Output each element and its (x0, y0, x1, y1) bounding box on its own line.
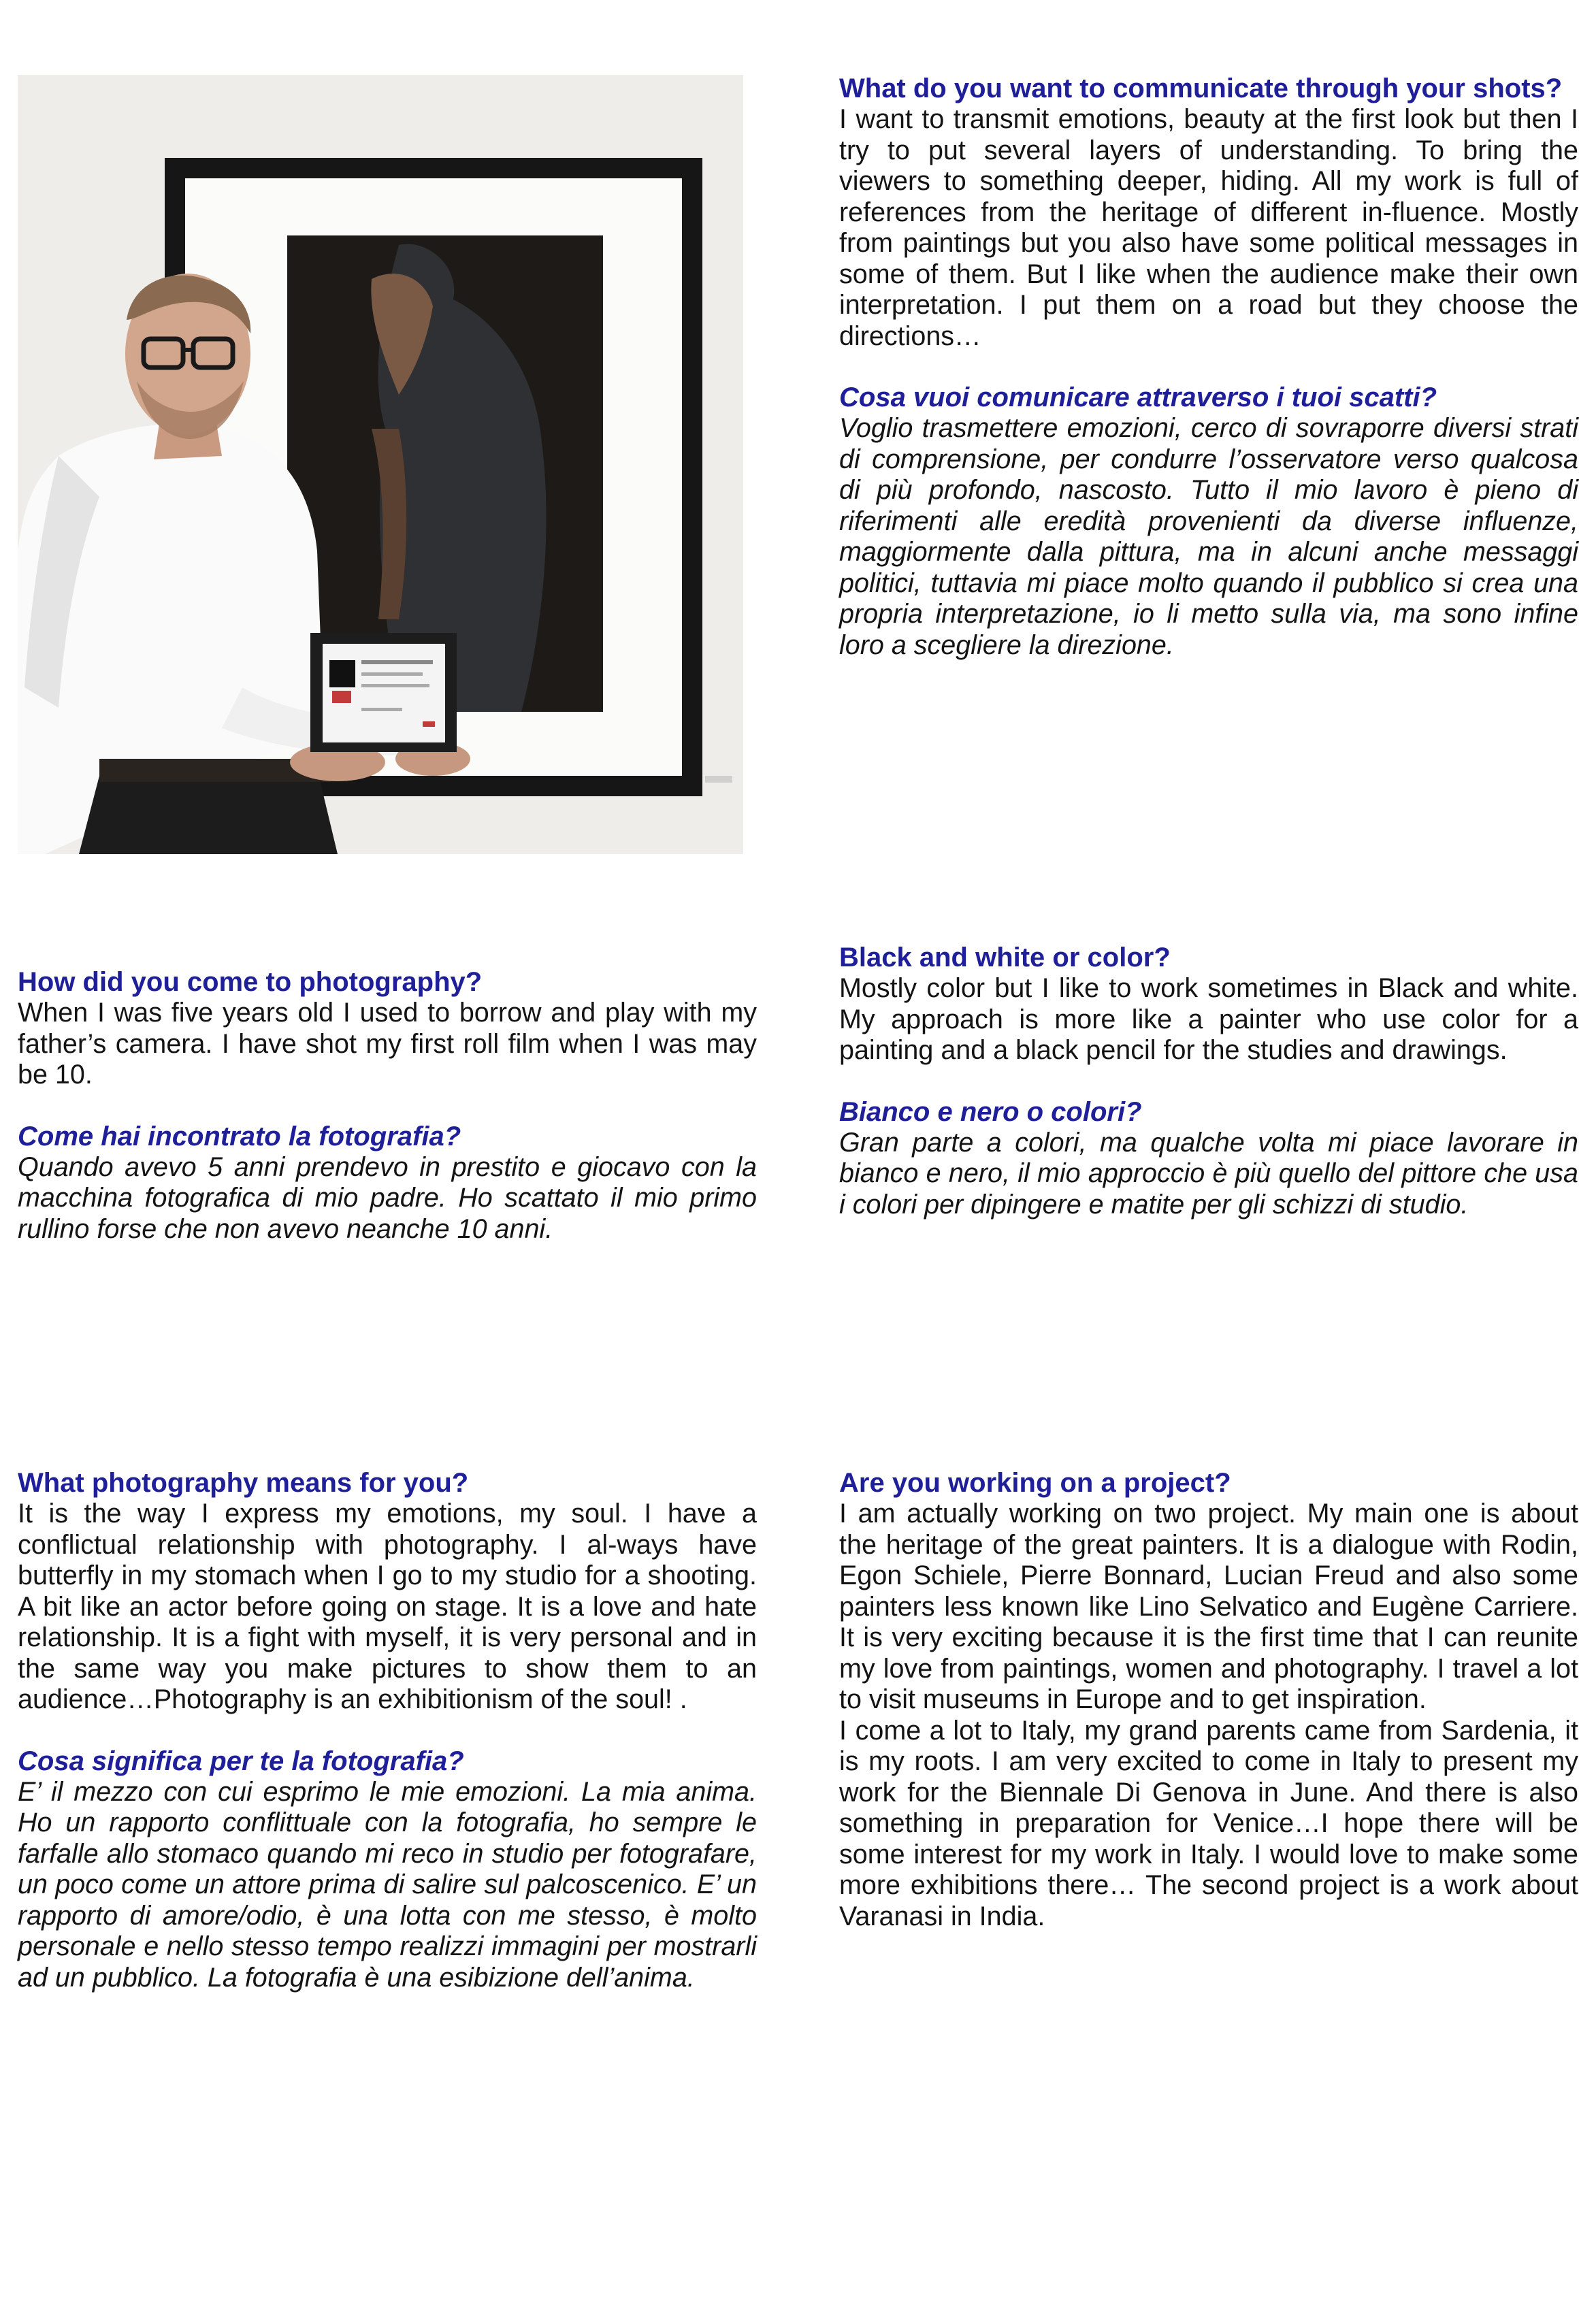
answer-means-en: It is the way I express my emotions, my soul. I have a conflictual relationship with photography. I al-ways have butterfly in my stomach when I go to my studio for a shooting. A bit like an actor before going on stage. It is a love and hate relationship. It is a fight with myself, it is very personal and in the same way you make pictures to show them to an audience…Photography is an exhibitionism of the soul! . (18, 1499, 757, 1714)
question-bw-color-en: Black and white or color? (839, 943, 1171, 972)
answer-how-came-it: Quando avevo 5 anni prendevo in prestito e giocavo con la macchina fotografica di mio padre. Ho scattato il mio primo rullino forse che non avevo neanche 10 anni. (18, 1151, 757, 1244)
answer-bw-color-it: Gran parte a colori, ma qualche volta mi piace lavorare in bianco e nero, il mio approccio è più quello del pittore che usa i colori per dipingere e matite per gli schizzi di studio. (839, 1127, 1578, 1220)
question-communicate-en: What do you want to communicate through your shots? (839, 73, 1563, 103)
section-means (18, 1468, 757, 1993)
artist-photo (18, 75, 743, 854)
question-means-en: What photography means for you? (18, 1468, 469, 1498)
artist-photo-drawing (18, 75, 743, 854)
question-bw-color-it: Bianco e nero o colori? (839, 1096, 1142, 1127)
question-means-it: Cosa significa per te la fotografia? (18, 1746, 464, 1776)
section-how-came (18, 967, 757, 1245)
answer-project-en-1: I am actually working on two project. My main one is about the heritage of the great painters. It is a dialogue with Rodin, Egon Schiele, Pierre Bonnard, Lucian Freud and also some painters less known like Lino Selvatico and Eugène Carriere. It is very exciting because it is the first time that I can reunite my love from paintings, women and photography. I travel a lot to visit museums in Europe and to get inspiration. (839, 1499, 1578, 1714)
section-communicate (839, 73, 1578, 661)
answer-means-it: E’ il mezzo con cui esprimo le mie emozioni. La mia anima. Ho un rapporto conflittuale con la fotografia, ho sempre le farfalle allo stomaco quando mi reco in studio per fotografare, un poco come un attore prima di salire sul palcoscenico. E’ un rapporto di amore/odio, è una lotta con me stesso, è molto personale e nello stesso tempo realizzi immagini per mostrarli ad un pubblico. La fotografia è una esibizione dell’anima. (18, 1776, 757, 1993)
question-how-came-it: Come hai incontrato la fotografia? (18, 1121, 461, 1151)
award-plaque (310, 633, 457, 752)
answer-project-en-2: I come a lot to Italy, my grand parents came from Sardenia, it is my roots. I am very excited to come in Italy to present my work for the Biennale Di Genova in June. And there is also something in preparation for Venice…I hope there will be some interest for my work in Italy. I would love to make some more exhibitions there… The second project is a work about Varanasi in India. (839, 1715, 1578, 1931)
answer-how-came-en: When I was five years old I used to borrow and play with my father’s camera. I have shot my first roll film when I was may be 10. (18, 998, 757, 1090)
answer-communicate-en: I want to transmit emotions, beauty at the first look but then I try to put several layers of understanding. To bring the viewers to something deeper, hiding. All my work is full of references from the heritage of different in-fluence. Mostly from paintings but you also have some political messages in some of them. But I like when the audience make their own interpretation. I put them on a road but they choose the directions… (839, 104, 1578, 351)
answer-bw-color-en: Mostly color but I like to work sometimes in Black and white. My approach is more like a painter who use color for a painting and a black pencil for the studies and drawings. (839, 973, 1578, 1065)
question-how-came-en: How did you come to photography? (18, 967, 483, 997)
answer-communicate-it: Voglio trasmettere emozioni, cerco di sovraporre diversi strati di comprensione, per condurre l’osservatore verso qualcosa di più profondo, nascosto. Tutto il mio lavoro è pieno di riferimenti alle eredità provenienti da diverse influenze, maggiormente dalla pittura, ma in alcuni anche messaggi politici, tuttavia mi piace molto quando il pubblico si crea una propria interpretazione, io li metto sulla via, ma sono infine loro a scegliere la direzione. (839, 413, 1578, 660)
question-communicate-it: Cosa vuoi comunicare attraverso i tuoi scatti? (839, 382, 1437, 412)
section-project (839, 1468, 1578, 1932)
section-bw-color (839, 943, 1578, 1220)
question-project-en: Are you working on a project? (839, 1468, 1231, 1498)
